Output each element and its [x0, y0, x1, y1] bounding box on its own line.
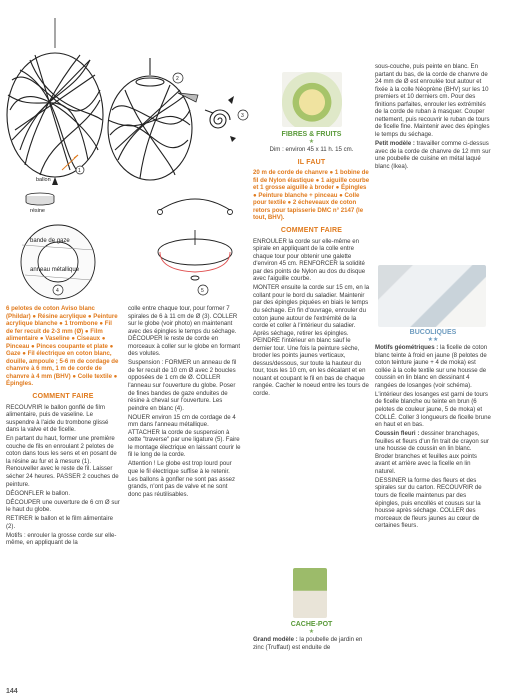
col1-paragraph-1: RECOUVRIR le ballon gonflé de film alimentaire, puis de vaseline. Le suspendre à l'aide du trombone glissé dans la valve et de ficelle.: [6, 403, 109, 434]
heading-il-faut: IL FAUT: [297, 158, 326, 166]
petit-modele-label: Petit modèle :: [375, 139, 415, 147]
col3-paragraph-3: la poubelle de jardin en zinc (Truffaut) est enduite de: [253, 636, 363, 651]
photo2-difficulty-stars: ★: [308, 628, 315, 635]
column-4: [375, 63, 491, 172]
photo2-title: CACHE-POT: [290, 621, 333, 628]
col4-paragraph-4: L'intérieur des losanges est garni de tours de ficelle blanche ou teinte en brun (6 pelotes de couleur jaune, 5 de moka) et COLLÉ. Coller 3 longueurs de ficelle brune en haut et en bas.: [375, 390, 491, 429]
column-4-bottom: [375, 329, 491, 531]
col4-paragraph-2: travailler comme ci-dessus avec de la corde de chanvre de 12 mm sur une poubelle de cuisine en métal laqué blanc (Ikea).: [375, 139, 491, 170]
col4-paragraph-3: la ficelle de coton blanc teinte à froid en jaune (8 pelotes de coton teinture jaune + 4 de moka) est collée à la colle textile sur une housse de coussin en lin blanc en dessinant 4 rangées de losanges (voir schéma).: [375, 344, 488, 389]
materials-list-bowl: 20 m de corde de chanvre ● 1 bobine de fil de Nylon élastique ● 1 aiguille courbe et 1 grosse aiguille à broder ● Épingles ● Peinture blanche + pinceau ● Colle pour textile ● 2 écheveaux de coton retors pour tapisserie DMC n° 2147 (le tout, BHV).: [253, 169, 370, 222]
coussin-fleuri-label: Coussin fleuri :: [375, 430, 420, 438]
balloon-diagram-1: [7, 18, 103, 177]
spiral-diagram: [205, 110, 230, 128]
col2-paragraph-1: colle entre chaque tour, pour former 7 spirales de 6 à 11 cm de Ø (3). COLLER sur le globe (voir photo) en maintenant avec des épingles le temps du séchage. DÉCOUPER le reste de corde en morceaux à coller sur le globe en formant des volutes.: [128, 305, 241, 358]
column-3-bottom: [253, 621, 370, 653]
label-resine: résine: [30, 208, 45, 214]
col1-paragraph-6: Motifs : enrouler la grosse corde sur elle-même, en appliquant de la: [6, 531, 117, 547]
photo1-difficulty-stars: ★: [308, 138, 315, 145]
step-number-4: 4: [56, 288, 59, 294]
step-number-2: 2: [176, 76, 179, 82]
label-anneau: anneau métallique: [30, 267, 80, 273]
col2-paragraph-2: Suspension : FORMER un anneau de fil de fer recuit de 10 cm Ø avec 2 boucles opposées de 1 cm de Ø. COLLER l'anneau sur l'ouverture du globe. Poser de fines bandes de gaze enduites de résine à cheval sur l'ouverture. Les peindre en blanc (4).: [128, 359, 237, 412]
step-number-3: 3: [241, 113, 244, 119]
col3-paragraph-2: MONTER ensuite la corde sur 15 cm, en la collant pour le bord du saladier. Maintenir par des épingles piquées en biais le temps du séchage. En fin d'ouvrage, enrouler du coton jaune autour de l'extrémité de la corde et coller à l'intérieur du saladier. Après séchage, retirer les épingles. PEINDRE l'intérieur en blanc sauf le dernier tour. Une fois la peinture sèche, broder les points jaunes verticaux, dessus/dessous, sur toute la hauteur du tour, tous les 10 cm, en les décalant et en nouant et coupant le fil en bas de chaque rangée. Cacher le noeud entre les tours de corde.: [253, 284, 370, 397]
col4-paragraph-5: dessiner branchages, feuilles et fleurs d'un fin trait de crayon sur une housse de coussin en lin blanc. Broder branches et feuilles aux points avant et arrière avec la ficelle en lin naturel.: [375, 430, 489, 475]
step-number-1: 1: [78, 168, 81, 174]
photo-fibres-fruits: [282, 72, 342, 127]
heading-comment-faire-2: COMMENT FAIRE: [280, 227, 343, 235]
col4-paragraph-1: sous-couche, puis peinte en blanc. En partant du bas, de la corde de chanvre de 24 mm de Ø est enroulée tout autour et fixée à la colle Néoprène (BHV) sur les 10 premiers et 10 derniers cm. Pour des finitions parfaites, enrouler les extrémités de la corde de ruban à masquer. Couper nettement, puis recouvrir le ruban de tours de ficelle fine. Maintenir avec des épingles le temps du séchage.: [375, 63, 490, 138]
step-number-5: 5: [201, 288, 204, 294]
materials-list-globe: 6 pelotes de coton Aviso blanc (Phildar) ● Résine acrylique ● Peinture acrylique blanche ● 1 trombone ● Fil de fer recuit de 2-3 mm (Ø) ● Film alimentaire ● Vaseline ● Ciseaux ● Pinceau ● Pinces coupante et plate ● Gaze ● Fil électrique en coton blanc, douille, ampoule ; 5-6 m de cordage de chanvre à 6 mm, 1 m de corde de chanvre à 4 mm (BHV) ● Colle textile ● Épingles.: [6, 305, 119, 388]
motifs-geometriques-label: Motifs géométriques :: [375, 344, 439, 352]
photo-cache-pot: [293, 568, 327, 618]
label-gaze: bande de gaze: [30, 238, 70, 244]
col2-paragraph-4: Attention ! Le globe est trop lourd pour que le fil électrique suffise à le retenir. Les ballons à gonfler ne sont pas assez grands, n'ont pas de valve et ne sont donc pas réutilisables.: [128, 460, 236, 498]
heading-comment-faire-1: COMMENT FAIRE: [32, 393, 94, 401]
grand-modele-label: Grand modèle :: [253, 636, 298, 644]
instruction-diagrams: [0, 0, 255, 305]
col3-paragraph-1: ENROULER la corde sur elle-même en spirale en appliquant de la colle entre chaque tour pour obtenir une galette d'environ 45 cm. RENFORCER la solidité par des points de Nylon au dos du disque avec l'aiguille courbe.: [253, 237, 366, 283]
col4-paragraph-6: DESSINER la forme des fleurs et des spirales sur du carton. RECOUVRIR de tours de ficelle maintenus par des épingles, puis encollés et cousus sur la housse après séchage. COLLER des morceaux de fleurs jaunes au cœur de certaines fleurs.: [375, 476, 482, 530]
column-3: [253, 131, 370, 399]
column-2: [128, 305, 241, 500]
col1-paragraph-2: En partant du haut, former une première couche de fils en enroulant 2 pelotes de coton dans tous les sens et en posant de la résine au fur et à mesure (1). Renouveller avec le reste de fil. Laisser sécher 24 heures. PASSER 2 couches de peinture.: [6, 435, 119, 488]
col1-paragraph-4: DÉCOUPER une ouverture de 6 cm Ø sur le haut du globe.: [6, 498, 120, 514]
col1-paragraph-5: RETIRER le ballon et le film alimentaire (2).: [6, 515, 114, 530]
photo1-dimensions: Dim : environ 45 x 11 h. 15 cm.: [269, 146, 354, 154]
page-number: 144: [6, 688, 18, 695]
label-ballon: ballon: [36, 177, 51, 183]
photo-bucoliques: [378, 265, 486, 327]
column-1: [6, 305, 120, 548]
photo3-difficulty-stars: ★★: [427, 336, 439, 343]
col1-paragraph-3: DÉGONFLER le ballon.: [6, 489, 71, 497]
photo3-title: BUCOLIQUES: [409, 329, 457, 336]
ring-rope-diagram: [158, 199, 233, 280]
col2-paragraph-3: NOUER environ 15 cm de cordage de 4 mm dans l'anneau métallique. ATTACHER la corde de suspension à cette "traverse" par une ligature (5). Faire le montage électrique en laissant courir le fil le long de la corde.: [128, 413, 241, 459]
photo1-title: FIBRES & FRUITS: [281, 131, 342, 138]
